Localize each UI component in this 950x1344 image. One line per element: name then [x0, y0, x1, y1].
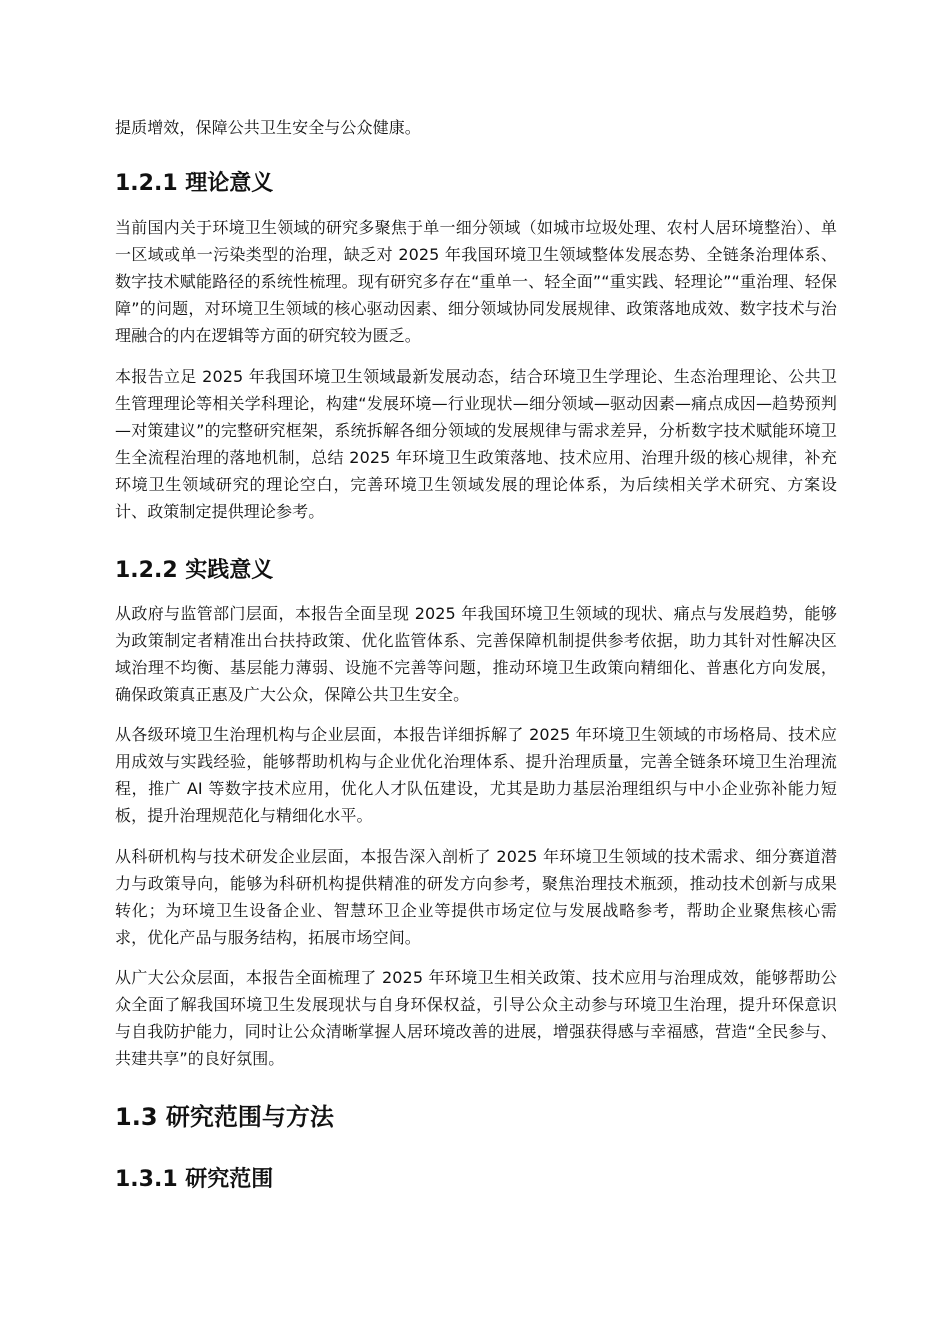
heading-research-scope-method: 1.3 研究范围与方法 [115, 1103, 334, 1131]
paragraph-theory-2: 本报告立足 2025 年我国环境卫生领域最新发展动态，结合环境卫生学理论、生态治理理论、公共卫生管理理论等相关学科理论，构建“发展环境—行业现状—细分领域—驱动因素—痛点成因—趋势预判—对策建议”的完整研究框架，系统拆解各细分领域的发展规律与需求差异，分析数字技术赋能环境卫生全流程治理的落地机制，总结 2025 年环境卫生政策落地、技术应用、治理升级的核心规律，补充环境卫生领域研究的理论空白，完善环境卫生领域发展的理论体系，为后续相关学术研究、方案设计、政策制定提供理论参考。 [115, 367, 837, 521]
heading-theory-significance: 1.2.1 理论意义 [115, 171, 274, 196]
heading-practice-significance: 1.2.2 实践意义 [115, 558, 274, 583]
paragraph-practice-4: 从广大公众层面，本报告全面梳理了 2025 年环境卫生相关政策、技术应用与治理成效，能够帮助公众全面了解我国环境卫生发展现状与自身环保权益，引导公众主动参与环境卫生治理，提升环保意识与自我防护能力，同时让公众清晰掌握人居环境改善的进展，增强获得感与幸福感，营造“全民参与、共建共享”的良好氛围。 [115, 968, 837, 1068]
heading-research-scope: 1.3.1 研究范围 [115, 1167, 274, 1192]
paragraph-practice-3: 从科研机构与技术研发企业层面，本报告深入剖析了 2025 年环境卫生领域的技术需求、细分赛道潜力与政策导向，能够为科研机构提供精准的研发方向参考，聚焦治理技术瓶颈，推动技术创新与成果转化；为环境卫生设备企业、智慧环卫企业等提供市场定位与发展战略参考，帮助企业聚焦核心需求，优化产品与服务结构，拓展市场空间。 [115, 847, 837, 947]
paragraph-theory-1: 当前国内关于环境卫生领域的研究多聚焦于单一细分领域（如城市垃圾处理、农村人居环境整治）、单一区域或单一污染类型的治理，缺乏对 2025 年我国环境卫生领域整体发展态势、全链条治理体系、数字技术赋能路径的系统性梳理。现有研究多存在“重单一、轻全面”“重实践、轻理论”“重治理、轻保障”的问题，对环境卫生领域的核心驱动因素、细分领域协同发展规律、政策落地成效、数字技术与治理融合的内在逻辑等方面的研究较为匮乏。 [115, 218, 837, 345]
paragraph-intro-tail: 提质增效，保障公共卫生安全与公众健康。 [115, 118, 421, 137]
paragraph-practice-1: 从政府与监管部门层面，本报告全面呈现 2025 年我国环境卫生领域的现状、痛点与发展趋势，能够为政策制定者精准出台扶持政策、优化监管体系、完善保障机制提供参考依据，助力其针对性解决区域治理不均衡、基层能力薄弱、设施不完善等问题，推动环境卫生政策向精细化、普惠化方向发展，确保政策真正惠及广大公众，保障公共卫生安全。 [115, 604, 837, 704]
paragraph-practice-2: 从各级环境卫生治理机构与企业层面，本报告详细拆解了 2025 年环境卫生领域的市场格局、技术应用成效与实践经验，能够帮助机构与企业优化治理体系、提升治理质量，完善全链条环境卫生治理流程，推广 AI 等数字技术应用，优化人才队伍建设，尤其是助力基层治理组织与中小企业弥补能力短板，提升治理规范化与精细化水平。 [115, 725, 837, 825]
